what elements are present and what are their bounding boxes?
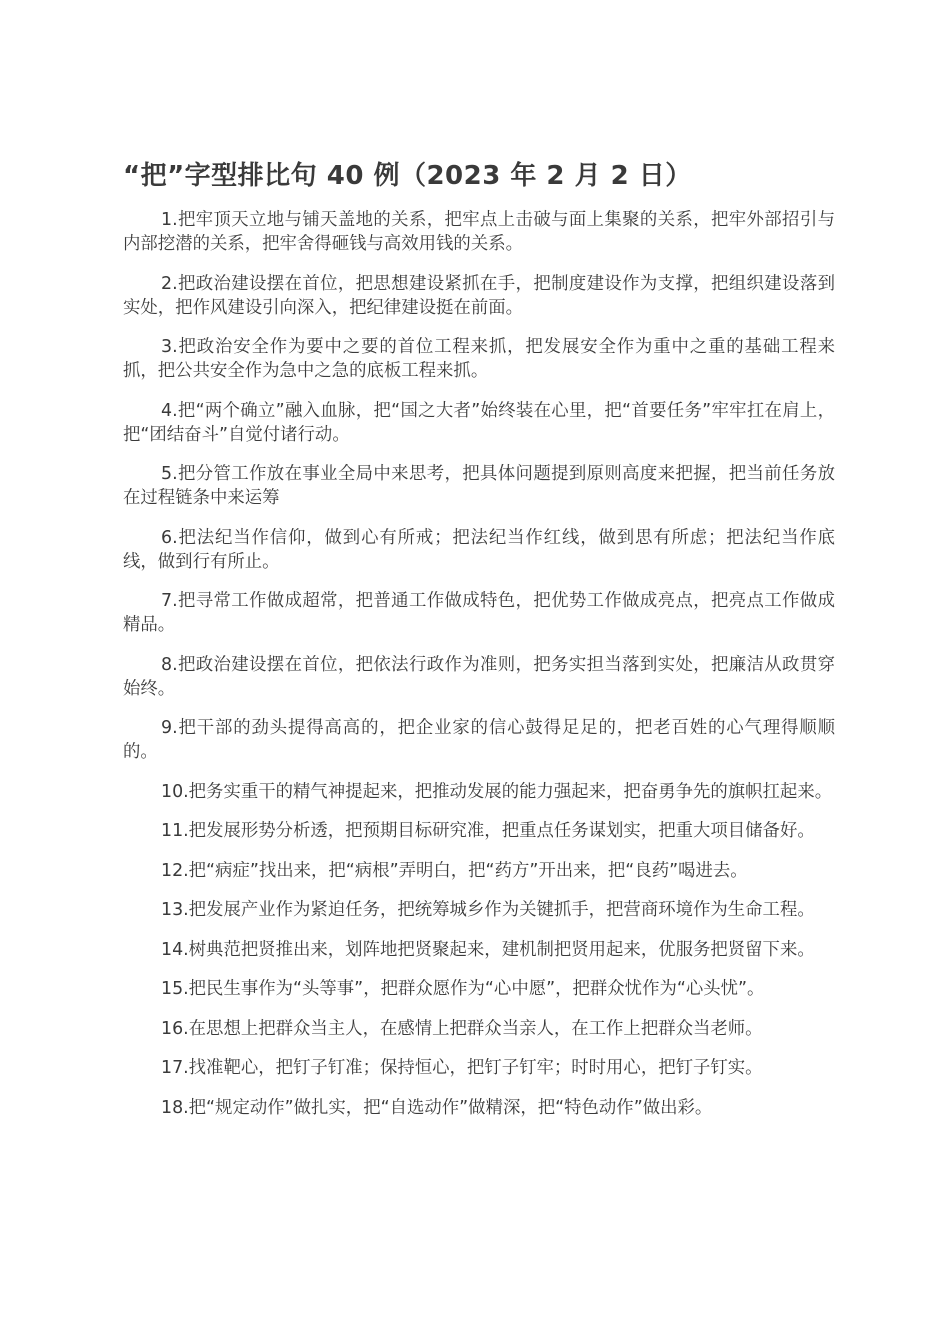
document-title: “把”字型排比句 40 例（2023 年 2 月 2 日） bbox=[123, 161, 692, 191]
paragraph-11: 11.把发展形势分析透，把预期目标研究准，把重点任务谋划实，把重大项目储备好。 bbox=[161, 821, 815, 841]
paragraph-1: 1.把牢顶天立地与铺天盖地的关系，把牢点上击破与面上集聚的关系，把牢外部招引与内部挖潜的关系，把牢舍得砸钱与高效用钱的关系。 bbox=[123, 210, 835, 254]
paragraph-5: 5.把分管工作放在事业全局中来思考，把具体问题提到原则高度来把握，把当前任务放在过程链条中来运筹 bbox=[123, 464, 835, 508]
paragraph-7: 7.把寻常工作做成超常，把普通工作做成特色，把优势工作做成亮点，把亮点工作做成精品。 bbox=[123, 591, 835, 635]
paragraph-14: 14.树典范把贤推出来，划阵地把贤聚起来，建机制把贤用起来，优服务把贤留下来。 bbox=[161, 939, 815, 960]
paragraph-17: 17.找准靶心，把钉子钉准；保持恒心，把钉子钉牢；时时用心，把钉子钉实。 bbox=[161, 1058, 763, 1078]
paragraph-6: 6.把法纪当作信仰，做到心有所戒；把法纪当作红线，做到思有所虑；把法纪当作底线，做到行有所止。 bbox=[123, 527, 835, 572]
paragraph-2: 2.把政治建设摆在首位，把思想建设紧抓在手，把制度建设作为支撑，把组织建设落到实处，把作风建设引向深入，把纪律建设挺在前面。 bbox=[123, 273, 835, 318]
paragraph-18: 18.把“规定动作”做扎实，把“自选动作”做精深，把“特色动作”做出彩。 bbox=[161, 1097, 713, 1118]
paragraph-12: 12.把“病症”找出来，把“病根”弄明白，把“药方”开出来，把“良药”喝进去。 bbox=[161, 860, 748, 881]
paragraph-13: 13.把发展产业作为紧迫任务，把统筹城乡作为关键抓手，把营商环境作为生命工程。 bbox=[161, 900, 815, 920]
paragraph-3: 3.把政治安全作为要中之要的首位工程来抓，把发展安全作为重中之重的基础工程来抓，把公共安全作为急中之急的底板工程来抓。 bbox=[123, 337, 835, 381]
paragraph-15: 15.把民生事作为“头等事”，把群众愿作为“心中愿”，把群众忧作为“心头忧”。 bbox=[161, 979, 765, 999]
document-body bbox=[123, 208, 835, 1135]
paragraph-10: 10.把务实重干的精气神提起来，把推动发展的能力强起来，把奋勇争先的旗帜扛起来。 bbox=[161, 781, 833, 802]
paragraph-4: 4.把“两个确立”融入血脉，把“国之大者”始终装在心里，把“首要任务”牢牢扛在肩上，把“团结奋斗”自觉付诸行动。 bbox=[123, 400, 835, 445]
paragraph-16: 16.在思想上把群众当主人，在感情上把群众当亲人，在工作上把群众当老师。 bbox=[161, 1018, 763, 1039]
paragraph-8: 8.把政治建设摆在首位，把依法行政作为准则，把务实担当落到实处，把廉洁从政贯穿始终。 bbox=[123, 654, 835, 699]
paragraph-9: 9.把干部的劲头提得高高的，把企业家的信心鼓得足足的，把老百姓的心气理得顺顺的。 bbox=[123, 718, 835, 762]
